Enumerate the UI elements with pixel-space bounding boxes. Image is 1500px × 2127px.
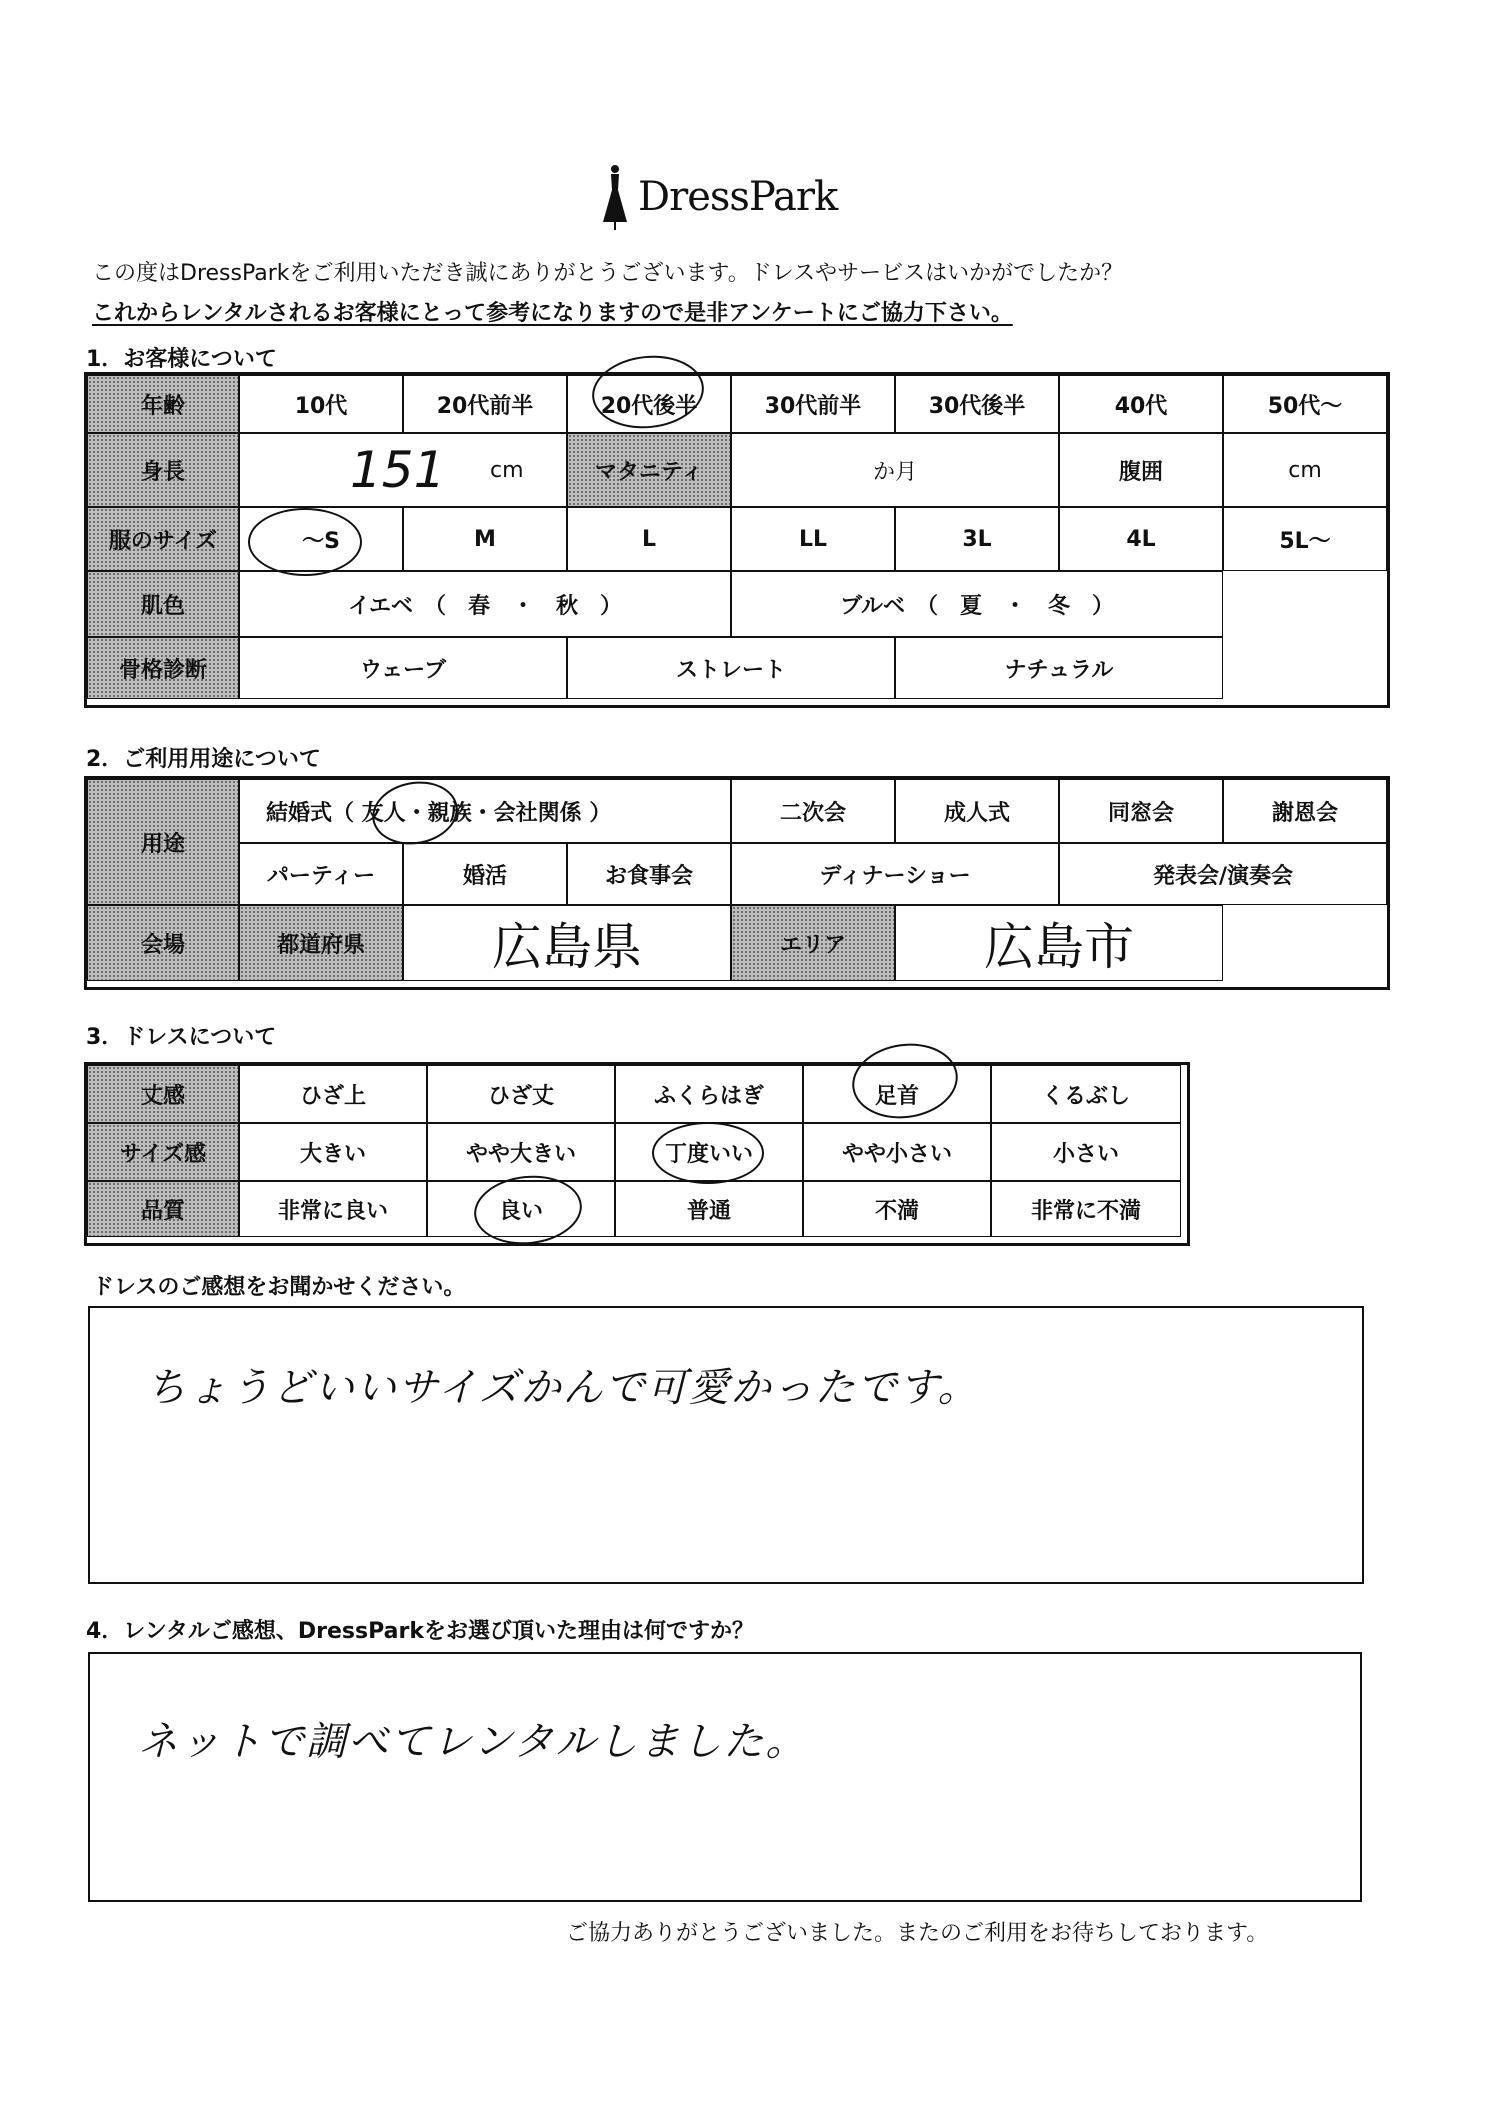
skeleton-option[interactable]: ウェーブ [239,637,567,699]
skin-option[interactable]: ブルベ （ 夏 ・ 冬 ） [731,571,1223,637]
purpose-option[interactable]: ディナーショー [731,843,1059,905]
purpose-option[interactable]: 婚活 [403,843,567,905]
size-option[interactable]: M [403,507,567,571]
impression-textarea[interactable] [88,1306,1364,1584]
skeleton-label: 骨格診断 [87,637,239,699]
section4-title: 4．レンタルご感想、DressParkをお選び頂いた理由は何ですか？ [86,1619,754,1644]
size-option[interactable]: LL [731,507,895,571]
age-option[interactable]: 50代～ [1223,375,1387,433]
size-option[interactable]: 4L [1059,507,1223,571]
prefecture-value[interactable]: 広島県 [403,905,731,981]
length-option[interactable]: ひざ上 [239,1065,427,1123]
skin-option[interactable]: イエベ （ 春 ・ 秋 ） [239,571,731,637]
age-option[interactable]: 30代後半 [895,375,1059,433]
purpose-option[interactable]: 結婚式（ 友人・親族・会社関係 ） [239,779,731,843]
fit-option[interactable]: 小さい [991,1123,1181,1181]
age-label: 年齢 [87,375,239,433]
section3-title: 3．ドレスについて [86,1025,277,1050]
maternity-label: マタニティ [567,433,731,507]
waist-unit[interactable]: cm [1223,433,1387,507]
impression-text: ちょうどいいサイズかんで可愛かったです。 [146,1365,980,1411]
purpose-option[interactable]: 発表会/演奏会 [1059,843,1387,905]
quality-label: 品質 [87,1181,239,1237]
purpose-option[interactable]: 二次会 [731,779,895,843]
length-option[interactable]: ひざ丈 [427,1065,615,1123]
impression-prompt: ドレスのご感想をお聞かせください。 [92,1275,466,1300]
size-option[interactable]: L [567,507,731,571]
fit-option[interactable]: 大きい [239,1123,427,1181]
length-option[interactable]: 足首 [803,1065,991,1123]
venue-label: 会場 [87,905,239,981]
fit-option[interactable]: 丁度いい [615,1123,803,1181]
reason-text: ネットで調べてレンタルしました。 [138,1719,808,1765]
months-unit: か月 [872,459,917,485]
purpose-option[interactable]: パーティー [239,843,403,905]
length-option[interactable]: ふくらはぎ [615,1065,803,1123]
size-option[interactable]: ～S [239,507,403,571]
size-option[interactable]: 5L～ [1223,507,1387,571]
customer-table [84,372,1390,708]
length-option[interactable]: くるぶし [991,1065,1181,1123]
age-option[interactable]: 10代 [239,375,403,433]
height-value: 151 [350,441,446,499]
purpose-table [84,776,1390,990]
fit-label: サイズ感 [87,1123,239,1181]
fit-option[interactable]: やや大きい [427,1123,615,1181]
prefecture-label: 都道府県 [239,905,403,981]
logo-text: DressPark [638,174,838,220]
age-option[interactable]: 20代前半 [403,375,567,433]
purpose-label: 用途 [87,779,239,905]
maternity-months-field[interactable] [731,433,1059,507]
quality-option[interactable]: 非常に不満 [991,1181,1181,1237]
age-option[interactable]: 40代 [1059,375,1223,433]
age-option[interactable]: 30代前半 [731,375,895,433]
request-line: これからレンタルされるお客様にとって参考になりますので是非アンケートにご協力下さい。 [92,301,1013,326]
height-field[interactable] [239,433,567,507]
quality-option[interactable]: 良い [427,1181,615,1237]
purpose-option[interactable]: 同窓会 [1059,779,1223,843]
quality-option[interactable]: 不満 [803,1181,991,1237]
fit-option[interactable]: やや小さい [803,1123,991,1181]
size-option[interactable]: 3L [895,507,1059,571]
intro-line: この度はDressParkをご利用いただき誠にありがとうございます。ドレスやサービスはいかがでしたか？ [92,261,1124,286]
quality-option[interactable]: 非常に良い [239,1181,427,1237]
section1-title: 1．お客様について [86,347,277,372]
footer-thanks: ご協力ありがとうございました。またのご利用をお待ちしております。 [566,1921,1269,1946]
height-unit: cm [490,457,524,483]
size-label: 服のサイズ [87,507,239,571]
dress-icon [600,164,630,230]
skeleton-option[interactable]: ストレート [567,637,895,699]
skin-label: 肌色 [87,571,239,637]
area-label: エリア [731,905,895,981]
purpose-option[interactable]: お食事会 [567,843,731,905]
length-label: 丈感 [87,1065,239,1123]
purpose-option[interactable]: 成人式 [895,779,1059,843]
height-label: 身長 [87,433,239,507]
quality-option[interactable]: 普通 [615,1181,803,1237]
area-value[interactable]: 広島市 [895,905,1223,981]
dress-table [84,1062,1190,1246]
waist-label: 腹囲 [1059,433,1223,507]
section2-title: 2．ご利用用途について [86,747,321,772]
purpose-option[interactable]: 謝恩会 [1223,779,1387,843]
skeleton-option[interactable]: ナチュラル [895,637,1223,699]
reason-textarea[interactable] [88,1652,1362,1902]
brand-logo [600,162,860,232]
age-option[interactable]: 20代後半 [567,375,731,433]
